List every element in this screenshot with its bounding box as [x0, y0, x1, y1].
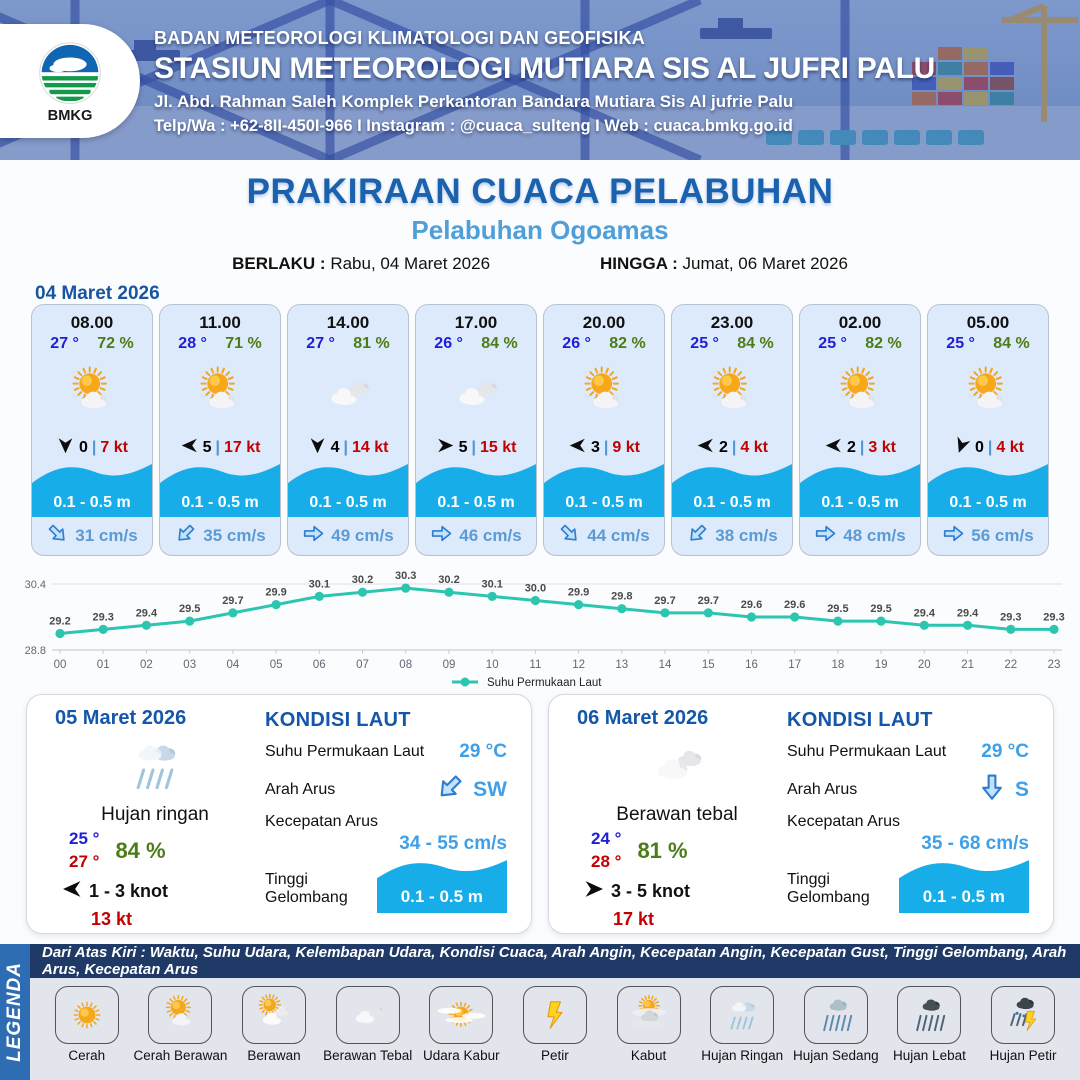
current-speed: 46 cm/s	[459, 526, 522, 545]
current-direction-icon	[46, 522, 69, 550]
svg-text:30.2: 30.2	[351, 574, 374, 587]
svg-text:29.4: 29.4	[913, 607, 936, 620]
current-direction-icon	[558, 522, 581, 550]
svg-text:29.4: 29.4	[135, 607, 158, 620]
svg-text:29.5: 29.5	[827, 603, 849, 616]
legend-item-label: Hujan Lebat	[893, 1048, 966, 1063]
current-info	[288, 517, 408, 555]
svg-text:04: 04	[226, 659, 240, 671]
cerah-berawan-icon	[695, 353, 769, 435]
forecast-card-23.00	[671, 304, 793, 556]
header-banner	[0, 0, 1080, 160]
separator: |	[987, 439, 993, 456]
svg-text:19: 19	[874, 659, 888, 671]
current-direction-icon	[430, 522, 453, 550]
current-speed: 31 cm/s	[75, 526, 138, 545]
air-temperature: 25 °	[690, 335, 719, 352]
air-temperature: 25 °	[818, 335, 847, 352]
wave-height-band	[928, 461, 1048, 517]
svg-text:29.7: 29.7	[697, 594, 720, 607]
forecast-time: 23.00	[710, 313, 754, 332]
wind-speed: 17 kt	[223, 439, 261, 456]
legend-item-cerah	[41, 986, 133, 1080]
air-temperature: 26 °	[562, 335, 591, 352]
wave-height-label: Tinggi Gelombang	[265, 871, 348, 906]
gust-speed: 13 kt	[91, 908, 133, 929]
forecast-time: 17.00	[454, 313, 498, 332]
svg-text:29.8: 29.8	[611, 590, 633, 603]
svg-text:30.2: 30.2	[438, 574, 460, 587]
svg-text:20: 20	[917, 659, 931, 671]
current-direction-label: Arah Arus	[787, 780, 858, 798]
svg-text:30.3: 30.3	[394, 570, 417, 583]
wave-height-label: Tinggi Gelombang	[787, 871, 870, 906]
wind-info	[180, 435, 261, 461]
validity-dates	[0, 254, 1080, 274]
temp-max: 27 °	[69, 851, 100, 871]
wind-range: 3 - 5 knot	[611, 880, 691, 901]
sst-value: 29 °C	[459, 741, 507, 762]
berlaku-value: Rabu, 04 Maret 2026	[330, 254, 491, 273]
legend-item-label: Kabut	[630, 1048, 667, 1063]
svg-text:09: 09	[442, 659, 456, 671]
wind-info	[436, 435, 517, 461]
forecast-cards-row	[31, 304, 1049, 556]
legend-item-label: Hujan Petir	[989, 1048, 1057, 1063]
current-speed: 56 cm/s	[971, 526, 1034, 545]
wind-direction-value: 2	[719, 439, 728, 456]
berlaku-label: BERLAKU :	[232, 254, 326, 273]
forecast-day-label: 04 Maret 2026	[35, 283, 160, 304]
title-section	[0, 160, 1080, 302]
current-direction-text: S	[1014, 777, 1029, 801]
wave-height-band	[160, 461, 280, 517]
wave-height-band	[288, 461, 408, 517]
legend-item-hujan-sedang	[790, 986, 882, 1080]
current-direction-text: SW	[473, 777, 507, 801]
svg-text:29.9: 29.9	[265, 586, 287, 599]
forecast-time: 11.00	[199, 313, 241, 332]
wind-direction-value: 4	[330, 439, 340, 456]
port-name: Pelabuhan Ogoamas	[411, 215, 669, 245]
bmkg-logo-label: BMKG	[47, 108, 93, 125]
svg-text:14: 14	[658, 659, 672, 671]
gust-speed: 17 kt	[613, 908, 655, 929]
panel-date: 05 Maret 2026	[55, 707, 187, 729]
wave-height-value: 0.1 - 0.5 m	[181, 494, 259, 511]
wind-range: 1 - 3 knot	[89, 880, 169, 901]
forecast-card-08.00	[31, 304, 153, 556]
legend-item-kabut	[603, 986, 695, 1080]
org-name: BADAN METEOROLOGI KLIMATOLOGI DAN GEOFISIKA	[154, 28, 645, 48]
wave-height-value: 0.1 - 0.5 m	[53, 494, 131, 511]
wave-height-value: 0.1 - 0.5 m	[821, 494, 899, 511]
current-speed: 48 cm/s	[843, 526, 906, 545]
svg-text:18: 18	[831, 659, 845, 671]
wind-speed: 7 kt	[100, 439, 128, 456]
legend-item-berawan-tebal	[322, 986, 414, 1080]
forecast-time: 14.00	[326, 313, 370, 332]
wave-height-value: 0.1 - 0.5 m	[693, 494, 771, 511]
current-info	[32, 517, 152, 555]
bmkg-logo	[0, 24, 140, 138]
svg-text:22: 22	[1004, 659, 1018, 671]
sea-condition-heading: KONDISI LAUT	[787, 709, 933, 731]
hujan-petir-icon	[991, 986, 1055, 1044]
wind-direction-value: 0	[79, 439, 88, 456]
current-direction-icon	[942, 522, 965, 550]
hujan-sedang-icon	[804, 986, 868, 1044]
wave-height-value: 0.1 - 0.5 m	[565, 494, 643, 511]
udara-kabur-icon	[429, 986, 493, 1044]
svg-text:29.3: 29.3	[1043, 611, 1065, 624]
sst-label: Suhu Permukaan Laut	[787, 743, 947, 760]
current-info	[544, 517, 664, 555]
wind-direction-icon	[436, 436, 455, 460]
cerah-berawan-icon	[183, 353, 257, 435]
current-speed-label: Kecepatan Arus	[787, 813, 900, 830]
humidity: 82 %	[865, 335, 902, 352]
temp-min: 24 °	[591, 829, 622, 848]
svg-text:01: 01	[96, 659, 110, 671]
svg-text:23: 23	[1047, 659, 1061, 671]
current-direction-label: Arah Arus	[265, 780, 336, 798]
station-name: STASIUN METEOROLOGI MUTIARA SIS AL JUFRI PALU	[154, 52, 935, 85]
legend-item-hujan-ringan	[696, 986, 788, 1080]
separator: |	[603, 439, 609, 456]
wind-direction-value: 5	[458, 439, 468, 456]
svg-text:29.5: 29.5	[870, 603, 892, 616]
temp-max: 28 °	[591, 851, 622, 871]
humidity: 81 %	[353, 335, 390, 352]
current-speed: 38 cm/s	[715, 526, 778, 545]
legend-section	[0, 944, 1080, 1080]
cerah-berawan-icon	[55, 353, 129, 435]
sea-condition-heading: KONDISI LAUT	[265, 709, 411, 731]
current-speed: 44 cm/s	[587, 526, 650, 545]
svg-text:28.8: 28.8	[24, 645, 46, 657]
legend-description: Dari Atas Kiri : Waktu, Suhu Udara, Kelembapan Udara, Kondisi Cuaca, Arah Angin, Kecepatan Angin, Kecepatan Gust, Tinggi Gelombang, Arah Arus, Kecepatan Arus	[30, 944, 1080, 978]
hujan-ringan-icon	[55, 730, 255, 802]
legend-item-label: Udara Kabur	[423, 1048, 500, 1063]
forecast-time: 08.00	[70, 313, 114, 332]
svg-text:30.0: 30.0	[524, 582, 547, 595]
legend-item-petir	[509, 986, 601, 1080]
wave-height-value: 0.1 - 0.5 m	[922, 887, 1005, 906]
humidity: 84 %	[737, 335, 774, 352]
svg-text:11: 11	[529, 659, 542, 671]
wind-info	[696, 435, 768, 461]
legend-item-label: Cerah Berawan	[133, 1048, 228, 1063]
legend-item-label: Hujan Ringan	[701, 1048, 784, 1063]
forecast-card-20.00	[543, 304, 665, 556]
day-panel-06-maret	[548, 694, 1054, 934]
humidity: 84 %	[993, 335, 1030, 352]
wave-height-band	[416, 461, 536, 517]
svg-text:08: 08	[399, 659, 413, 671]
berawan-tebal-icon	[439, 353, 513, 435]
wind-direction-icon	[952, 436, 971, 460]
cerah-berawan-icon	[567, 353, 641, 435]
legend-item-hujan-lebat	[883, 986, 975, 1080]
berawan-tebal-icon	[577, 730, 777, 802]
legend-item-label: Berawan Tebal	[323, 1048, 413, 1063]
wind-speed: 4 kt	[740, 439, 768, 456]
legend-item-cerah-berawan	[134, 986, 226, 1080]
legend-items-row	[30, 978, 1080, 1080]
current-speed-value: 34 - 55 cm/s	[399, 833, 507, 854]
wind-speed: 9 kt	[612, 439, 640, 456]
separator: |	[731, 439, 737, 456]
berawan-tebal-icon	[336, 986, 400, 1044]
hingga-label: HINGGA :	[600, 254, 678, 273]
wind-direction-icon	[568, 436, 587, 460]
station-address: Jl. Abd. Rahman Saleh Komplek Perkantoran Bandara Mutiara Sis Al jufrie Palu	[154, 92, 794, 111]
legend-item-label: Petir	[541, 1048, 569, 1063]
wave-height-graphic	[899, 857, 1029, 913]
weather-condition: Berawan tebal	[616, 804, 738, 825]
wind-direction-icon	[56, 436, 75, 460]
svg-text:06: 06	[312, 659, 326, 671]
hujan-lebat-icon	[897, 986, 961, 1044]
svg-text:29.2: 29.2	[49, 615, 71, 628]
svg-text:02: 02	[140, 659, 153, 671]
sst-value: 29 °C	[981, 741, 1029, 762]
wind-direction-icon	[696, 436, 715, 460]
svg-text:00: 00	[53, 659, 67, 671]
legend-item-label: Hujan Sedang	[793, 1048, 879, 1063]
hujan-ringan-icon	[710, 986, 774, 1044]
legend-vertical-strip	[0, 944, 30, 1080]
current-info	[928, 517, 1048, 555]
humidity: 81 %	[637, 837, 688, 863]
legend-vertical-label: LEGENDA	[4, 962, 25, 1062]
separator: |	[471, 439, 476, 456]
wind-direction-value: 3	[591, 439, 600, 456]
svg-text:29.6: 29.6	[783, 599, 806, 611]
current-speed: 35 cm/s	[203, 526, 266, 545]
current-direction-icon	[435, 772, 465, 807]
humidity: 82 %	[609, 335, 646, 352]
wave-height-value: 0.1 - 0.5 m	[309, 494, 387, 511]
wind-info	[952, 435, 1024, 461]
forecast-card-05.00	[927, 304, 1049, 556]
wave-height-band	[800, 461, 920, 517]
cerah-berawan-icon	[823, 353, 897, 435]
wind-speed: 15 kt	[479, 439, 517, 456]
svg-text:05: 05	[269, 659, 283, 671]
svg-text:30.4: 30.4	[24, 579, 46, 591]
panel-date: 06 Maret 2026	[577, 707, 709, 729]
svg-text:12: 12	[572, 659, 585, 671]
air-temperature: 27 °	[306, 335, 335, 352]
air-temperature: 25 °	[946, 335, 975, 352]
svg-text:Suhu Permukaan Laut: Suhu Permukaan Laut	[487, 677, 602, 688]
svg-text:16: 16	[745, 659, 758, 671]
humidity: 72 %	[97, 335, 134, 352]
legend-item-berawan	[228, 986, 320, 1080]
sst-label: Suhu Permukaan Laut	[265, 743, 425, 760]
current-direction-icon	[686, 522, 709, 550]
current-direction-icon	[977, 772, 1007, 807]
wind-speed: 4 kt	[996, 439, 1024, 456]
humidity: 84 %	[115, 837, 166, 863]
wind-info	[56, 435, 128, 461]
svg-text:21: 21	[961, 659, 974, 671]
wind-direction-icon	[824, 436, 843, 460]
svg-text:29.7: 29.7	[654, 594, 676, 607]
wind-direction-icon	[180, 436, 199, 460]
current-info	[800, 517, 920, 555]
svg-text:29.5: 29.5	[178, 603, 201, 616]
humidity: 71 %	[225, 335, 262, 352]
wind-direction-icon	[583, 878, 605, 905]
wind-direction-value: 0	[975, 439, 984, 456]
current-speed-value: 35 - 68 cm/s	[921, 833, 1029, 854]
wave-height-band	[32, 461, 152, 517]
svg-text:29.9: 29.9	[567, 586, 590, 599]
berawan-icon	[242, 986, 306, 1044]
current-speed-label: Kecepatan Arus	[265, 813, 378, 830]
current-direction-icon	[302, 522, 325, 550]
kabut-icon	[617, 986, 681, 1044]
day-panel-05-maret	[26, 694, 532, 934]
current-speed: 49 cm/s	[331, 526, 394, 545]
svg-text:10: 10	[485, 659, 499, 671]
wind-direction-value: 5	[202, 439, 212, 456]
legend-item-label: Berawan	[247, 1048, 301, 1063]
berawan-tebal-icon	[311, 353, 385, 435]
svg-text:29.6: 29.6	[740, 599, 763, 611]
cerah-berawan-icon	[951, 353, 1025, 435]
daily-panels-section	[0, 690, 1080, 944]
weather-condition: Hujan ringan	[101, 804, 209, 825]
wind-direction-icon	[61, 878, 83, 905]
wind-info	[824, 435, 896, 461]
wave-height-band	[672, 461, 792, 517]
svg-text:13: 13	[615, 659, 629, 671]
svg-text:30.1: 30.1	[481, 578, 503, 591]
petir-icon	[523, 986, 587, 1044]
forecast-time: 05.00	[966, 313, 1010, 332]
wave-height-value: 0.1 - 0.5 m	[437, 494, 515, 511]
wind-direction-icon	[308, 436, 327, 460]
svg-text:03: 03	[183, 659, 197, 671]
wind-info	[308, 435, 389, 461]
station-contact: Telp/Wa : +62-8II-450I-966 I Instagram : @cuaca_sulteng I Web : cuaca.bmkg.go.id	[154, 117, 793, 135]
forecast-time: 02.00	[838, 313, 882, 332]
humidity: 84 %	[481, 335, 518, 352]
forecast-time: 20.00	[582, 313, 626, 332]
forecast-card-02.00	[799, 304, 921, 556]
svg-text:29.7: 29.7	[222, 594, 244, 607]
svg-text:29.4: 29.4	[956, 607, 979, 620]
svg-text:07: 07	[356, 659, 369, 671]
separator: |	[343, 439, 348, 456]
hingga-value: Jumat, 06 Maret 2026	[682, 254, 848, 273]
svg-text:17: 17	[788, 659, 802, 671]
sst-chart-section	[0, 558, 1080, 690]
separator: |	[215, 439, 220, 456]
cerah-icon	[55, 986, 119, 1044]
svg-text:30.1: 30.1	[308, 578, 331, 591]
air-temperature: 28 °	[178, 335, 207, 352]
wind-direction-value: 2	[847, 439, 856, 456]
legend-item-hujan-petir	[977, 986, 1069, 1080]
current-direction-icon	[814, 522, 837, 550]
forecast-card-14.00	[287, 304, 409, 556]
wave-height-band	[544, 461, 664, 517]
svg-text:15: 15	[701, 659, 715, 671]
wind-speed: 14 kt	[351, 439, 389, 456]
sst-chart	[0, 558, 1080, 693]
wave-height-value: 0.1 - 0.5 m	[400, 887, 483, 906]
separator: |	[859, 439, 865, 456]
forecast-card-11.00	[159, 304, 281, 556]
air-temperature: 26 °	[434, 335, 463, 352]
separator: |	[91, 439, 97, 456]
air-temperature: 27 °	[50, 335, 79, 352]
legend-item-label: Cerah	[68, 1048, 106, 1063]
cerah-berawan-icon	[148, 986, 212, 1044]
current-direction-icon	[174, 522, 197, 550]
svg-text:29.3: 29.3	[1000, 611, 1022, 624]
temp-min: 25 °	[69, 829, 100, 848]
current-info	[160, 517, 280, 555]
current-info	[416, 517, 536, 555]
legend-item-udara-kabur	[415, 986, 507, 1080]
wind-info	[568, 435, 640, 461]
wave-height-graphic	[377, 857, 507, 913]
svg-text:29.3: 29.3	[92, 611, 114, 624]
wind-speed: 3 kt	[868, 439, 896, 456]
wave-height-value: 0.1 - 0.5 m	[949, 494, 1027, 511]
forecast-card-17.00	[415, 304, 537, 556]
forecast-section	[0, 302, 1080, 558]
current-info	[672, 517, 792, 555]
page-title: PRAKIRAAN CUACA PELABUHAN	[246, 172, 834, 211]
